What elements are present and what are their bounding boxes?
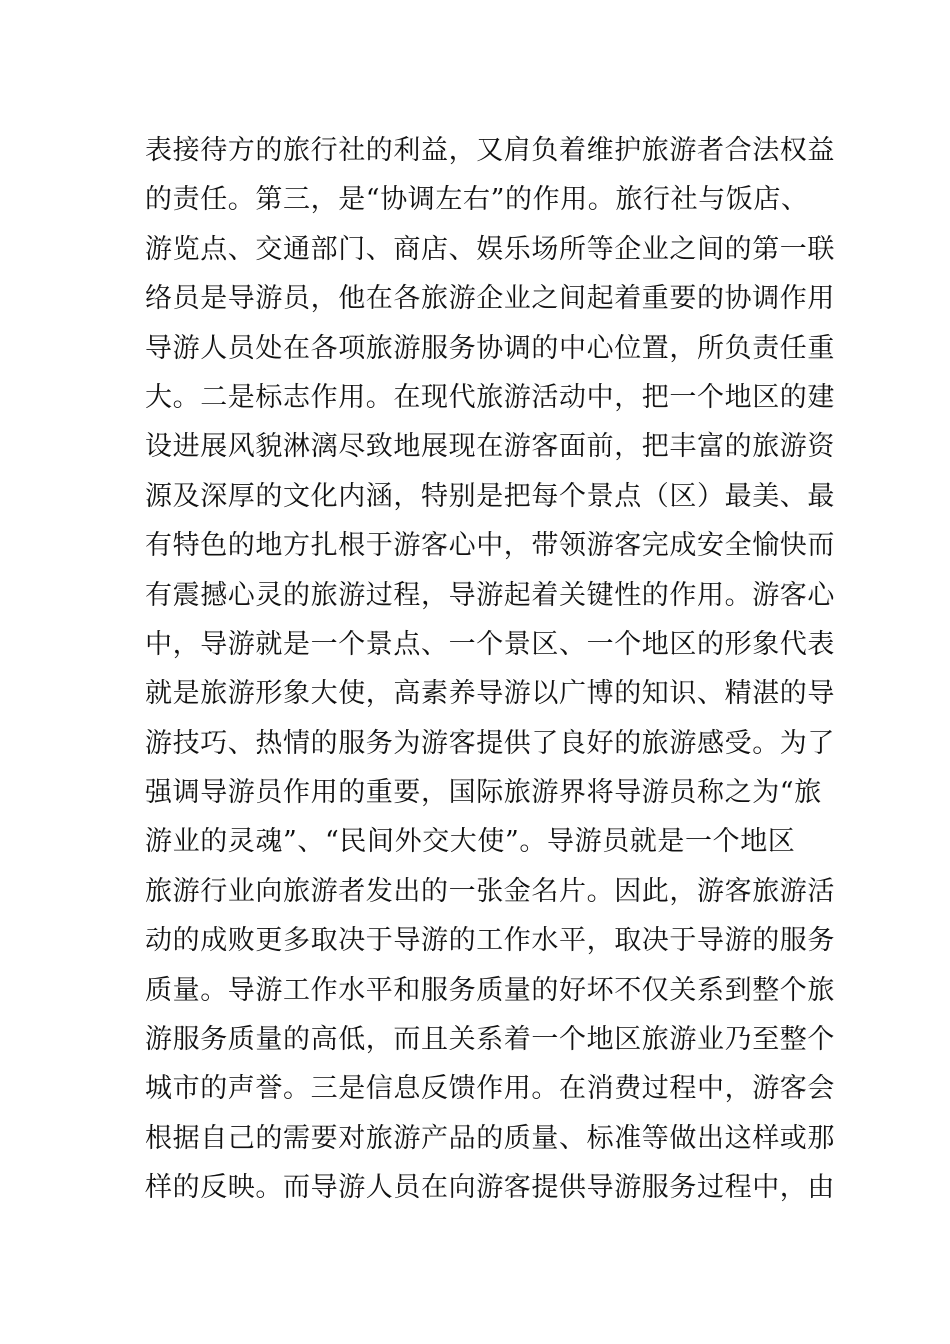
text-line: 源及深厚的文化内涵，特别是把每个景点（区）最美、最: [145, 480, 835, 512]
text-line: 游技巧、热情的服务为游客提供了良好的旅游感受。为了: [145, 727, 835, 759]
text-line: 游服务质量的高低，而且关系着一个地区旅游业乃至整个: [145, 1024, 835, 1056]
text-line: 的责任。第三，是“协调左右”的作用。旅行社与饭店、: [145, 184, 809, 216]
text-line: 动的成败更多取决于导游的工作水平，取决于导游的服务: [145, 925, 835, 957]
text-line: 就是旅游形象大使，高素养导游以广博的知识、精湛的导: [145, 678, 835, 710]
text-line: 设进展风貌淋漓尽致地展现在游客面前，把丰富的旅游资: [145, 431, 835, 463]
text-line: 样的反映。而导游人员在向游客提供导游服务过程中，由: [145, 1172, 835, 1204]
text-line: 导游人员处在各项旅游服务协调的中心位置，所负责任重: [145, 332, 835, 364]
text-line: 城市的声誉。三是信息反馈作用。在消费过程中，游客会: [145, 1073, 835, 1105]
text-line: 表接待方的旅行社的利益，又肩负着维护旅游者合法权益: [145, 135, 835, 166]
text-line: 络员是导游员，他在各旅游企业之间起着重要的协调作用: [145, 283, 835, 315]
text-line: 质量。导游工作水平和服务质量的好坏不仅关系到整个旅: [145, 974, 835, 1006]
text-line: 中，导游就是一个景点、一个景区、一个地区的形象代表: [145, 628, 835, 660]
text-line: 强调导游员作用的重要，国际旅游界将导游员称之为“旅: [145, 777, 822, 809]
text-line: 有特色的地方扎根于游客心中，带领游客完成安全愉快而: [145, 530, 835, 562]
text-line: 游览点、交通部门、商店、娱乐场所等企业之间的第一联: [145, 233, 835, 265]
text-line: 旅游行业向旅游者发出的一张金名片。因此，游客旅游活: [145, 875, 835, 907]
text-line: 有震撼心灵的旅游过程，导游起着关键性的作用。游客心: [145, 579, 835, 611]
body-text: [145, 126, 835, 1213]
text-line: 根据自己的需要对旅游产品的质量、标准等做出这样或那: [145, 1122, 835, 1154]
text-line: 大。二是标志作用。在现代旅游活动中，把一个地区的建: [145, 381, 835, 413]
text-line: 游业的灵魂”、“民间外交大使”。导游员就是一个地区: [145, 826, 796, 858]
